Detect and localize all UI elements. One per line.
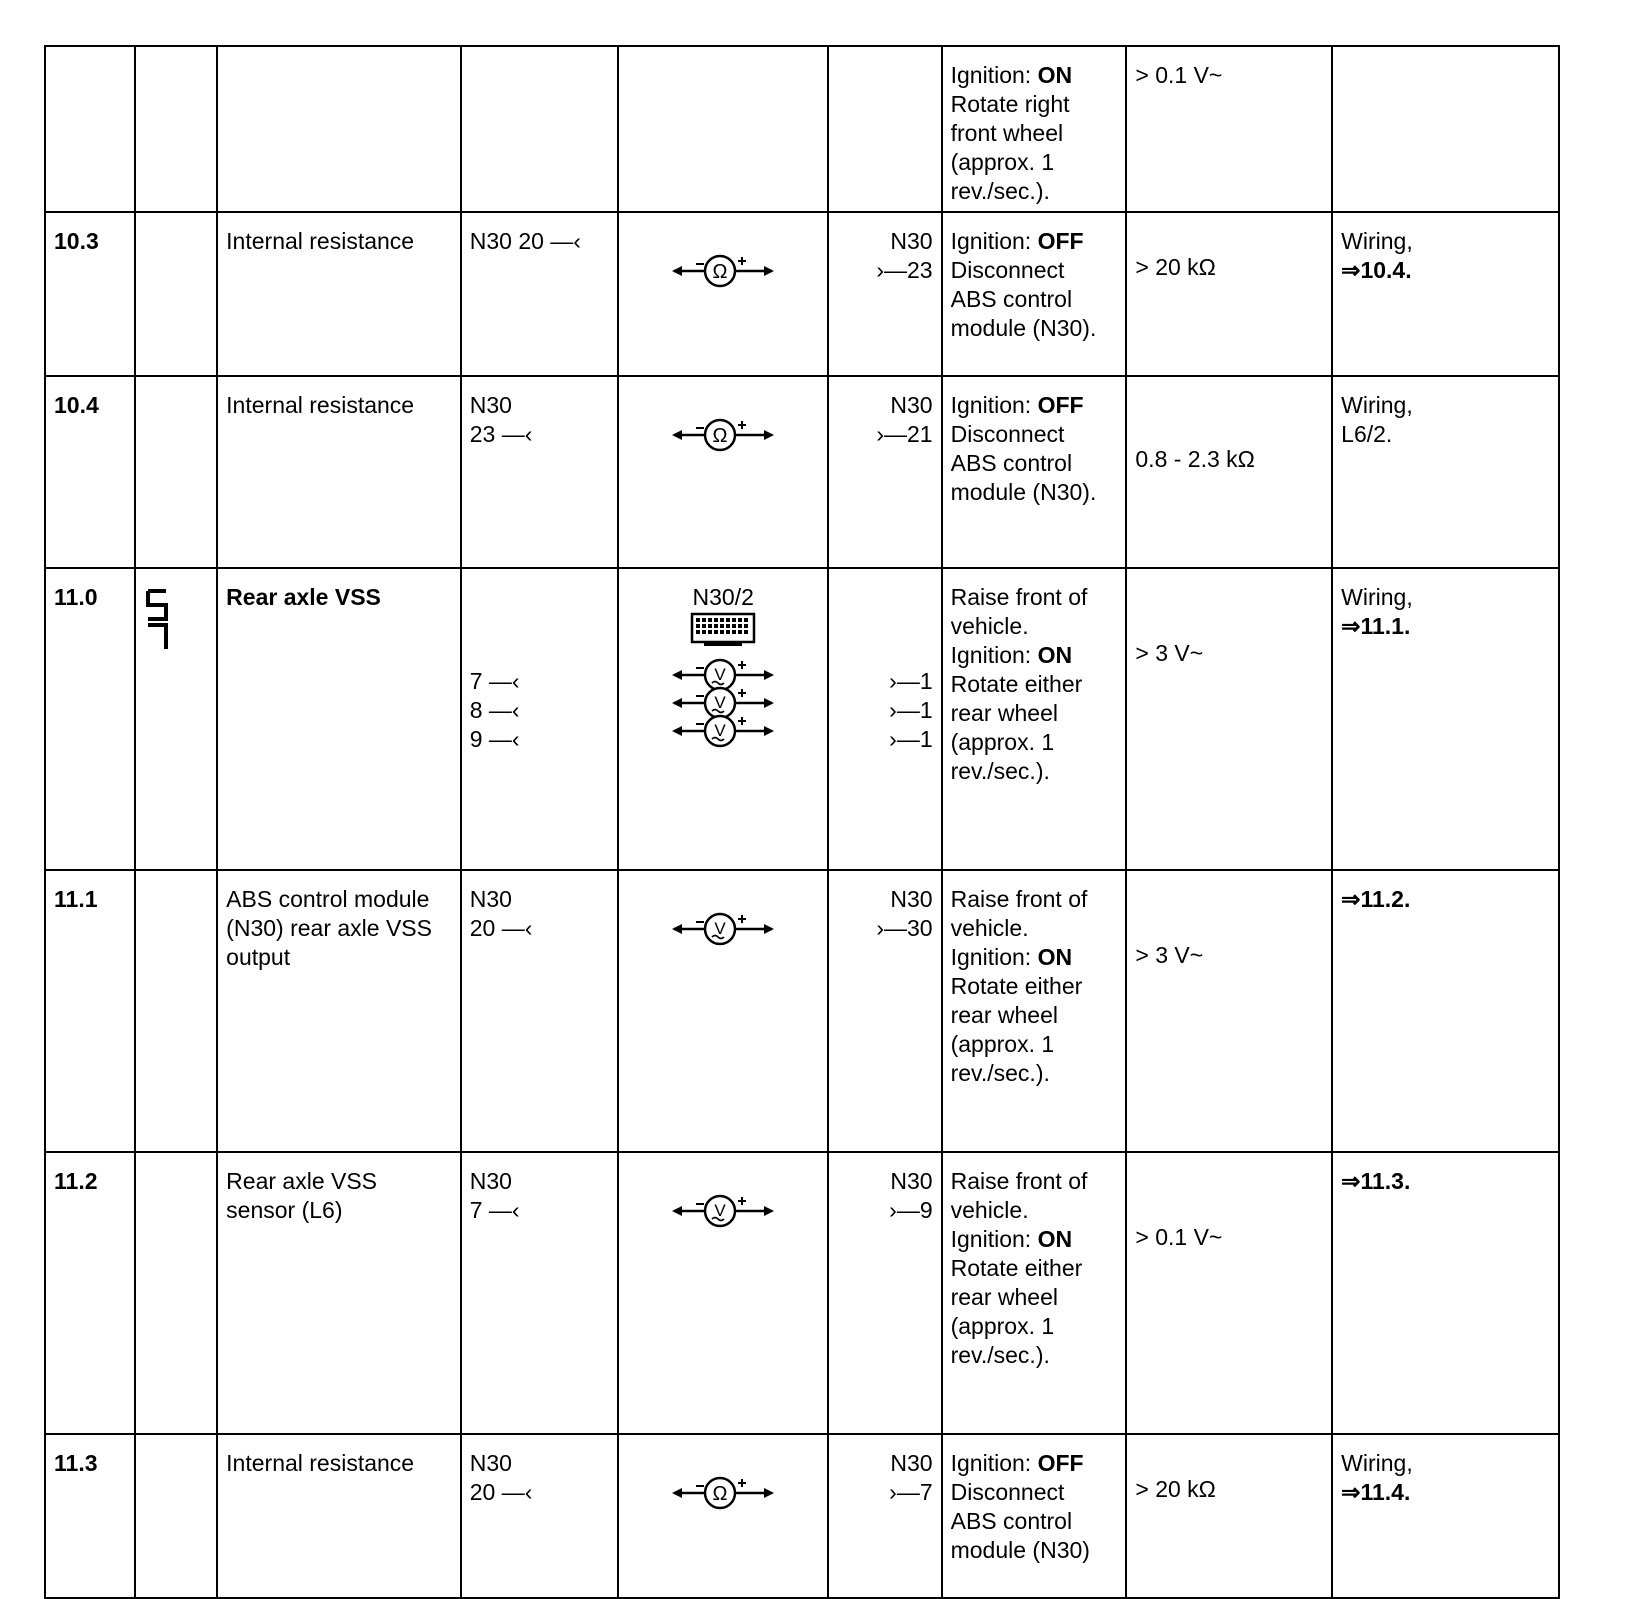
test-description: Internal resistance [226,392,415,418]
condition-line [951,90,1118,119]
left-connector-pin: N30 [469,392,512,418]
left-connector-pin: N30 [469,886,512,912]
step-number: 10.4 [54,392,99,418]
condition-text: (approx. 1 [950,1313,1055,1339]
condition-line [951,1449,1118,1478]
test-condition [951,61,1118,206]
meter-cell [618,568,828,870]
reference-text: Wiring, [1341,228,1413,254]
left-connector-pin: N30 [469,1450,512,1476]
condition-text: Raise front of [950,886,1088,912]
left-connector-cell [461,376,618,568]
test-description: Rear axle VSS sensor (L6) [226,1168,378,1223]
condition-text: Ignition: [950,228,1038,254]
left-connector-pin: 9 —‹ [469,726,520,752]
meter-cell [618,212,828,376]
step-number-cell [45,1434,135,1598]
reference-line [1341,583,1550,612]
test-description: Internal resistance [226,1450,415,1476]
reference-cell [1332,1434,1559,1598]
condition-text: OFF [1037,392,1084,418]
right-connector-pin: N30 [890,1168,933,1194]
reference-line [1341,1478,1550,1507]
step-number-cell [45,870,135,1152]
fault-code-cell [135,1152,217,1434]
condition-text: rev./sec.). [950,758,1050,784]
condition-line [951,285,1118,314]
condition-text: ON [1037,1226,1073,1252]
condition-text: Ignition: [950,62,1038,88]
test-condition [951,1167,1118,1370]
left-connector-cell [461,870,618,1152]
nominal-value: > 20 kΩ [1135,1476,1216,1502]
test-description-cell [217,1152,461,1434]
condition-line [951,670,1118,699]
condition-text: Ignition: [950,1450,1038,1476]
test-description: ABS control module (N30) rear axle VSS output [226,886,432,970]
nominal-value: > 0.1 V~ [1135,1224,1223,1250]
right-connector-pin: ›—1 [889,668,933,694]
test-description: Rear axle VSS [226,584,381,610]
condition-text: rear wheel [950,700,1058,726]
condition-text: rev./sec.). [950,178,1050,204]
step-number-cell [45,1152,135,1434]
condition-line [951,391,1118,420]
condition-text: ON [1037,642,1073,668]
condition-text: rev./sec.). [950,1060,1050,1086]
condition-text: Ignition: [950,944,1038,970]
nominal-value-cell [1126,870,1332,1152]
right-connector-pin: ›—30 [876,915,933,941]
test-condition-cell [942,376,1127,568]
reference-text: Wiring, [1341,584,1413,610]
table-row [45,376,1559,568]
test-table-sheet [44,45,1560,1563]
right-connector-cell [828,1434,941,1598]
reference-text: Wiring, [1341,1450,1413,1476]
right-connector-pin: ›—7 [889,1479,933,1505]
step-number-cell [45,376,135,568]
test-condition-cell [942,46,1127,212]
reference-cell [1332,568,1559,870]
right-connector-cell [828,212,941,376]
nominal-value-cell [1126,212,1332,376]
test-description-cell [217,568,461,870]
condition-text: ON [1037,944,1073,970]
nominal-value: > 0.1 V~ [1135,62,1223,88]
table-row [45,1434,1559,1598]
meter-cell [618,376,828,568]
condition-text: rear wheel [950,1002,1058,1028]
right-connector-pin: ›—23 [876,257,933,283]
right-connector-pin: N30 [890,886,933,912]
nominal-value-cell [1126,1152,1332,1434]
condition-text: Raise front of [950,1168,1088,1194]
condition-text: Disconnect [950,1479,1065,1505]
condition-text: OFF [1037,1450,1084,1476]
ac-voltmeter-icon [627,1167,819,1231]
module-label: N30/2 [692,584,754,610]
condition-line [951,699,1118,728]
svg-text:Ω: Ω [712,261,728,283]
ohmmeter-icon [627,1449,819,1513]
reference-line [1341,885,1550,914]
condition-line [951,914,1118,943]
condition-line [951,1030,1118,1059]
fault-code-cell [135,870,217,1152]
nominal-value: > 3 V~ [1135,942,1204,968]
svg-text:V: V [714,919,726,938]
ac-voltmeter-icon [627,885,819,949]
test-condition-cell [942,568,1127,870]
nominal-value-cell [1126,376,1332,568]
meter-cell [618,46,828,212]
left-connector-cell [461,1152,618,1434]
condition-line [951,583,1118,612]
condition-line [951,757,1118,786]
nominal-value: 0.8 - 2.3 kΩ [1135,446,1255,472]
condition-line [951,1341,1118,1370]
right-connector-cell [828,376,941,568]
test-condition [951,885,1118,1088]
condition-line [951,1507,1118,1536]
condition-line [951,478,1118,507]
condition-text: ABS control [950,1508,1073,1534]
reference-text: Wiring, [1341,392,1413,418]
condition-text: Rotate either [950,973,1083,999]
test-description-cell [217,1434,461,1598]
meter-stack [627,583,819,739]
reference-text: ⇒10.4. [1341,257,1412,283]
ohmmeter-icon [627,227,819,291]
condition-line [951,119,1118,148]
ac-voltmeter-icon [668,683,778,711]
condition-text: Ignition: [950,392,1038,418]
condition-text: Rotate either [950,1255,1083,1281]
test-description: Internal resistance [226,228,415,254]
test-condition-cell [942,870,1127,1152]
nominal-value: > 20 kΩ [1135,254,1216,280]
condition-text: rear wheel [950,1284,1058,1310]
condition-line [951,728,1118,757]
left-connector-cell [461,212,618,376]
condition-text: Rotate right [950,91,1070,117]
condition-text: vehicle. [950,915,1029,941]
reference-cell [1332,1152,1559,1434]
test-condition [951,1449,1118,1569]
nominal-value: > 3 V~ [1135,640,1204,666]
reference-line [1341,1449,1550,1478]
condition-line [951,1196,1118,1225]
step-number: 11.1 [54,886,98,912]
condition-text: (approx. 1 [950,149,1055,175]
test-condition [951,583,1118,786]
meter-cell [618,1434,828,1598]
condition-line [951,1478,1118,1507]
meter-cell [618,1152,828,1434]
condition-text: Disconnect [950,421,1065,447]
fault-code-cell [135,376,217,568]
right-connector-pin: ›—1 [889,726,933,752]
condition-line [951,1167,1118,1196]
reference-text: ⇒11.4. [1341,1479,1411,1505]
fault-code-cell [135,568,217,870]
right-connector-cell [828,568,941,870]
condition-text: Raise front of [950,584,1088,610]
reference-line [1341,1167,1550,1196]
svg-text:V: V [714,665,726,684]
reference-cell [1332,870,1559,1152]
right-connector-pin: ›—1 [889,697,933,723]
condition-line [951,1059,1118,1088]
test-condition-cell [942,1152,1127,1434]
step-number: 11.3 [54,1450,98,1476]
right-connector-pin: N30 [890,392,933,418]
condition-line [951,1312,1118,1341]
condition-text: module (N30). [950,315,1097,341]
condition-text: module (N30) [950,1537,1090,1563]
left-connector-cell [461,1434,618,1598]
diagnostic-test-table [44,45,1560,1599]
fault-code-cell [135,46,217,212]
ac-voltmeter-icon [668,711,778,739]
left-connector-pin: N30 [469,1168,512,1194]
control-module-icon [690,612,756,655]
reference-text: ⇒11.1. [1341,613,1411,639]
test-condition-cell [942,212,1127,376]
condition-text: rev./sec.). [950,1342,1050,1368]
condition-line [951,1001,1118,1030]
right-connector-cell [828,870,941,1152]
condition-line [951,1254,1118,1283]
right-connector-pin: ›—9 [889,1197,933,1223]
reference-text: ⇒11.2. [1341,886,1411,912]
right-connector-pin: ›—21 [876,421,933,447]
ohmmeter-icon [627,391,819,455]
condition-line [951,256,1118,285]
reference-line [1341,227,1550,256]
condition-text: Rotate either [950,671,1083,697]
condition-text: ABS control [950,286,1073,312]
condition-line [951,943,1118,972]
condition-line [951,227,1118,256]
svg-text:V: V [714,721,726,740]
left-connector-pin: N30 20 —‹ [469,228,581,254]
condition-text: (approx. 1 [950,1031,1055,1057]
reference-cell [1332,376,1559,568]
right-connector-cell [828,46,941,212]
test-condition-cell [942,1434,1127,1598]
condition-text: ABS control [950,450,1073,476]
reference-line [1341,420,1550,449]
step-number: 11.2 [54,1168,98,1194]
test-condition [951,227,1118,343]
condition-line [951,148,1118,177]
condition-text: vehicle. [950,1197,1029,1223]
test-description-cell [217,870,461,1152]
condition-text: module (N30). [950,479,1097,505]
condition-line [951,641,1118,670]
table-row [45,46,1559,212]
right-connector-pin: N30 [890,1450,933,1476]
condition-line [951,1283,1118,1312]
condition-line [951,1225,1118,1254]
condition-text: vehicle. [950,613,1029,639]
test-description-cell [217,212,461,376]
table-row [45,870,1559,1152]
ac-voltmeter-icon [668,655,778,683]
table-row [45,1152,1559,1434]
condition-line [951,449,1118,478]
condition-line [951,1536,1118,1565]
condition-line [951,420,1118,449]
reference-cell [1332,212,1559,376]
reference-line [1341,612,1550,641]
step-number-cell [45,46,135,212]
left-connector-pin: 23 —‹ [469,421,533,447]
test-description-cell [217,376,461,568]
fault-code-cell [135,1434,217,1598]
right-connector-cell [828,1152,941,1434]
reference-line [1341,256,1550,285]
condition-text: Ignition: [950,1226,1038,1252]
step-number: 11.0 [54,584,98,610]
condition-text: Disconnect [950,257,1065,283]
condition-line [951,885,1118,914]
nominal-value-cell [1126,46,1332,212]
svg-text:Ω: Ω [712,1483,728,1505]
left-connector-pin: 7 —‹ [469,668,520,694]
step-number-cell [45,212,135,376]
reference-cell [1332,46,1559,212]
step-number-cell [45,568,135,870]
reference-line [1341,391,1550,420]
test-condition [951,391,1118,507]
reference-text: L6/2. [1341,421,1393,447]
fault-code-icon [144,587,208,651]
condition-line [951,177,1118,206]
left-connector-pin: 20 —‹ [469,915,533,941]
condition-text: OFF [1037,228,1084,254]
condition-line [951,972,1118,1001]
condition-text: ON [1037,62,1073,88]
left-connector-pin: 20 —‹ [469,1479,533,1505]
right-connector-pin: N30 [890,228,933,254]
step-number: 10.3 [54,228,99,254]
svg-text:Ω: Ω [712,425,728,447]
test-description-cell [217,46,461,212]
left-connector-pin: 8 —‹ [469,697,520,723]
left-connector-cell [461,568,618,870]
nominal-value-cell [1126,1434,1332,1598]
condition-text: (approx. 1 [950,729,1055,755]
svg-text:V: V [714,1201,726,1220]
reference-text: ⇒11.3. [1341,1168,1411,1194]
left-connector-pin: 7 —‹ [469,1197,520,1223]
meter-cell [618,870,828,1152]
left-connector-cell [461,46,618,212]
condition-line [951,61,1118,90]
svg-text:V: V [714,693,726,712]
condition-line [951,612,1118,641]
nominal-value-cell [1126,568,1332,870]
table-row [45,568,1559,870]
condition-text: front wheel [950,120,1064,146]
fault-code-cell [135,212,217,376]
table-row [45,212,1559,376]
condition-text: Ignition: [950,642,1038,668]
condition-line [951,314,1118,343]
